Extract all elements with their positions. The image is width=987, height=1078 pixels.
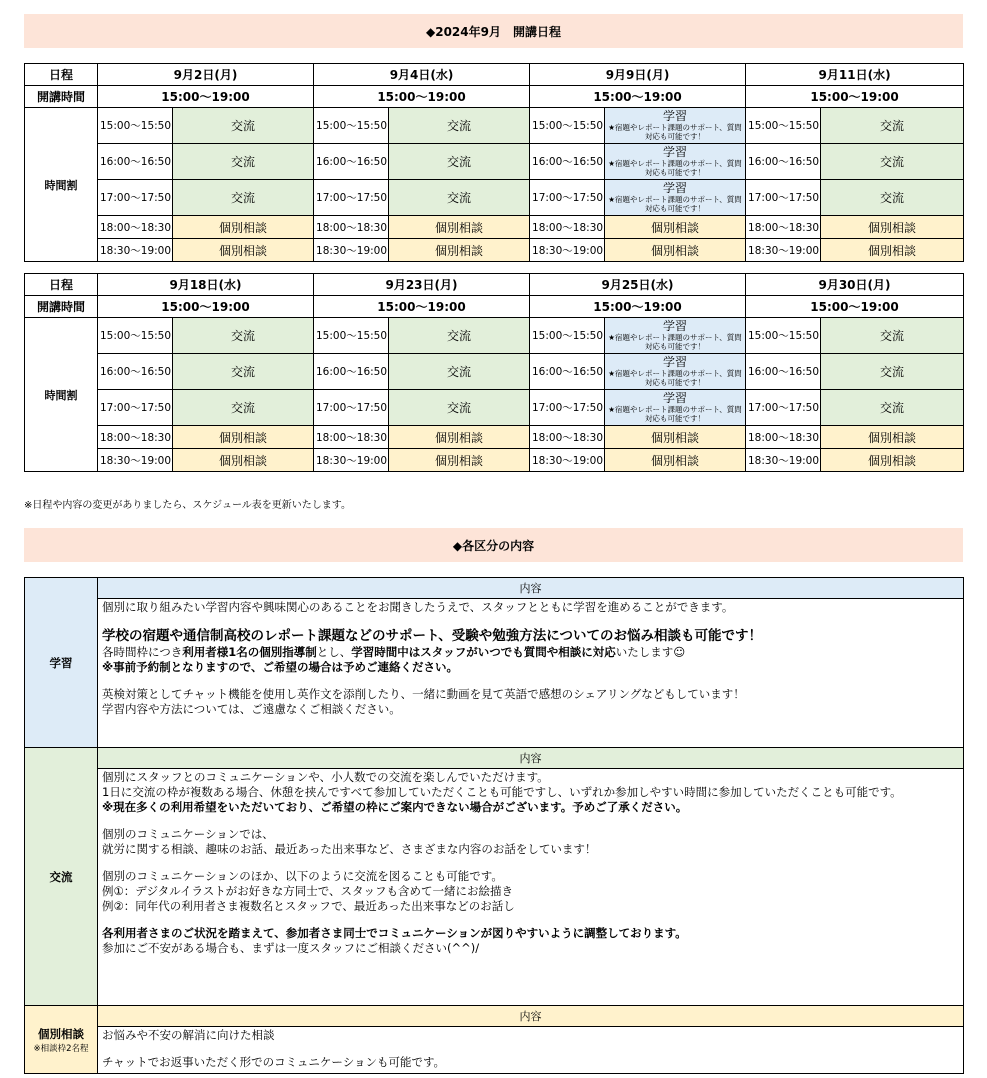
gakushu-description (98, 599, 964, 748)
soudan-cell: 個別相談 (605, 239, 746, 262)
gakushu-note: ★宿題やレポート課題のサポート、質問対応も可能です！ (608, 332, 742, 351)
slot-row (25, 354, 964, 390)
desc-text: 各時間枠につき (102, 645, 183, 659)
desc-line: 個別にスタッフとのコミュニケーションや、小人数での交流を楽しんでいただけます。 (102, 770, 549, 784)
desc-line: 1日に交流の枠が複数ある場合、休憩を挟んですべて参加していただくことも可能ですし、いずれか参加しやすい時間に参加していただくことも可能です。 (102, 785, 902, 799)
slot-row (25, 216, 964, 239)
date-row (25, 274, 964, 296)
day-hours: 15:00～19:00 (746, 86, 964, 108)
gakushu-title: 学習 (662, 391, 687, 406)
slot-time: 18:30～19:00 (530, 449, 605, 472)
date-label: 日程 (25, 64, 98, 86)
gakushu-note: ★宿題やレポート課題のサポート、質問対応も可能です！ (608, 158, 742, 177)
categories-banner: ◆各区分の内容 (24, 528, 963, 562)
gakushu-title: 学習 (663, 181, 688, 196)
slot-time: 15:00～15:50 (98, 108, 173, 144)
desc-line (102, 645, 959, 660)
soudan-body-row (25, 1027, 964, 1074)
slot-time: 17:00～17:50 (314, 390, 389, 426)
desc-line: お悩みや不安の解消に向けた相談 (102, 1028, 275, 1042)
slot-time: 18:30～19:00 (530, 239, 605, 262)
day-hours: 15:00～19:00 (314, 86, 530, 108)
timetable-label: 時間割 (25, 318, 98, 472)
schedule-table-week1 (24, 63, 964, 262)
soudan-cell: 個別相談 (821, 216, 964, 239)
gakushu-title: 学習 (662, 355, 687, 370)
hours-label: 開講時間 (25, 296, 98, 318)
koryu-cell: 交流 (389, 390, 530, 426)
slot-time: 18:00～18:30 (530, 216, 605, 239)
gakushu-note: ★宿題やレポート課題のサポート、質問対応も可能です！ (608, 194, 742, 213)
soudan-head-row (25, 1006, 964, 1027)
gakushu-body-row (25, 599, 964, 748)
slot-time: 18:30～19:00 (314, 239, 389, 262)
day-hours: 15:00～19:00 (98, 86, 314, 108)
date-label: 日程 (25, 274, 98, 296)
desc-text: いたします☺ (615, 645, 686, 659)
soudan-label-text: 個別相談 (38, 1026, 84, 1041)
koryu-body-row (25, 769, 964, 1006)
koryu-head-row (25, 748, 964, 769)
slot-time: 16:00～16:50 (746, 354, 821, 390)
hours-label: 開講時間 (25, 86, 98, 108)
day-date: 9月23日(月) (314, 274, 530, 296)
desc-line: 就労に関する相談、趣味のお話、最近あった出来事など、さまざまな内容のお話をしています！ (102, 842, 597, 856)
slot-time: 18:30～19:00 (98, 239, 173, 262)
desc-line: 例①：デジタルイラストがお好きな方同士で、スタッフも含めて一緒にお絵描き (102, 884, 513, 898)
slot-time: 16:00～16:50 (314, 144, 389, 180)
category-description-table (24, 577, 964, 1074)
day-hours: 15:00～19:00 (746, 296, 964, 318)
content-header: 内容 (98, 1006, 964, 1027)
soudan-cell: 個別相談 (389, 239, 530, 262)
content-header: 内容 (98, 748, 964, 769)
slot-row (25, 426, 964, 449)
soudan-cell: 個別相談 (173, 449, 314, 472)
gakushu-note: ★宿題やレポート課題のサポート、質問対応も可能です！ (608, 368, 742, 387)
day-date: 9月2日(月) (98, 64, 314, 86)
koryu-cell: 交流 (389, 318, 530, 354)
slot-time: 16:00～16:50 (746, 144, 821, 180)
desc-line: 学習内容や方法については、ご遠慮なくご相談ください。 (102, 702, 401, 716)
gakushu-cell (605, 318, 746, 354)
day-date: 9月18日(水) (98, 274, 314, 296)
slot-time: 17:00～17:50 (530, 180, 605, 216)
gakushu-cell (605, 108, 746, 144)
koryu-cell: 交流 (821, 144, 964, 180)
gakushu-note: ★宿題やレポート課題のサポート、質問対応も可能です！ (608, 404, 742, 423)
soudan-cell: 個別相談 (821, 239, 964, 262)
day-date: 9月30日(月) (746, 274, 964, 296)
gakushu-cell (605, 390, 746, 426)
slot-time: 18:00～18:30 (98, 426, 173, 449)
soudan-cell: 個別相談 (173, 239, 314, 262)
slot-time: 18:00～18:30 (98, 216, 173, 239)
content-header: 内容 (98, 578, 964, 599)
day-hours: 15:00～19:00 (98, 296, 314, 318)
soudan-cell: 個別相談 (605, 449, 746, 472)
desc-line-bold: ※現在多くの利用希望をいただいており、ご希望の枠にご案内できない場合がございます。予めご了承ください。 (102, 800, 688, 814)
slot-time: 16:00～16:50 (530, 354, 605, 390)
slot-time: 17:00～17:50 (746, 390, 821, 426)
slot-time: 15:00～15:50 (746, 318, 821, 354)
schedule-update-note: ※日程や内容の変更がありましたら、スケジュール表を更新いたします。 (24, 500, 351, 511)
soudan-category-label (25, 1006, 98, 1074)
day-hours: 15:00～19:00 (530, 86, 746, 108)
slot-time: 18:30～19:00 (314, 449, 389, 472)
slot-time: 18:00～18:30 (314, 426, 389, 449)
koryu-cell: 交流 (173, 390, 314, 426)
day-hours: 15:00～19:00 (314, 296, 530, 318)
koryu-cell: 交流 (173, 318, 314, 354)
koryu-description (98, 769, 964, 1006)
day-date: 9月4日(水) (314, 64, 530, 86)
desc-line-bold: ※事前予約制となりますので、ご希望の場合は予めご連絡ください。 (102, 660, 458, 674)
koryu-cell: 交流 (821, 354, 964, 390)
koryu-cell: 交流 (173, 144, 314, 180)
koryu-cell: 交流 (821, 318, 964, 354)
desc-line: 個別に取り組みたい学習内容や興味関心のあることをお聞きしたうえで、スタッフとともに学習を進めることができます。 (102, 600, 734, 614)
slot-time: 16:00～16:50 (98, 354, 173, 390)
desc-text-bold: 利用者様1名の個別指導制 (182, 645, 317, 659)
slot-time: 16:00～16:50 (314, 354, 389, 390)
slot-time: 18:30～19:00 (746, 449, 821, 472)
koryu-cell: 交流 (821, 108, 964, 144)
date-row (25, 64, 964, 86)
slot-time: 15:00～15:50 (314, 108, 389, 144)
gakushu-note: ★宿題やレポート課題のサポート、質問対応も可能です！ (608, 122, 742, 141)
day-date: 9月25日(水) (530, 274, 746, 296)
slot-row (25, 449, 964, 472)
soudan-cell: 個別相談 (821, 426, 964, 449)
slot-time: 16:00～16:50 (98, 144, 173, 180)
slot-row (25, 390, 964, 426)
day-date: 9月11日(水) (746, 64, 964, 86)
desc-text-bold: 学習時間中はスタッフがいつでも質問や相談に対応 (351, 645, 616, 659)
slot-time: 18:00～18:30 (746, 216, 821, 239)
slot-row (25, 144, 964, 180)
soudan-cell: 個別相談 (173, 426, 314, 449)
gakushu-head-row (25, 578, 964, 599)
day-date: 9月9日(月) (530, 64, 746, 86)
soudan-cell: 個別相談 (821, 449, 964, 472)
koryu-category-label: 交流 (25, 748, 98, 1006)
slot-time: 17:00～17:50 (98, 390, 173, 426)
slot-time: 18:30～19:00 (98, 449, 173, 472)
desc-line: チャットでお返事いただく形でのコミュニケーションも可能です。 (102, 1055, 446, 1069)
koryu-cell: 交流 (389, 180, 530, 216)
slot-time: 15:00～15:50 (530, 108, 605, 144)
koryu-cell: 交流 (389, 144, 530, 180)
koryu-cell: 交流 (389, 108, 530, 144)
slot-time: 18:00～18:30 (746, 426, 821, 449)
koryu-cell: 交流 (173, 354, 314, 390)
slot-time: 15:00～15:50 (530, 318, 605, 354)
koryu-cell: 交流 (389, 354, 530, 390)
slot-time: 15:00～15:50 (746, 108, 821, 144)
slot-time: 17:00～17:50 (746, 180, 821, 216)
gakushu-cell (605, 354, 746, 390)
slot-time: 18:30～19:00 (746, 239, 821, 262)
slot-time: 17:00～17:50 (314, 180, 389, 216)
koryu-cell: 交流 (821, 390, 964, 426)
gakushu-cell (605, 144, 746, 180)
slot-time: 17:00～17:50 (98, 180, 173, 216)
desc-line: 個別のコミュニケーションのほか、以下のように交流を図ることも可能です。 (102, 869, 503, 883)
soudan-cell: 個別相談 (389, 449, 530, 472)
slot-row (25, 239, 964, 262)
slot-time: 17:00～17:50 (530, 390, 605, 426)
desc-line: 個別のコミュニケーションでは、 (102, 827, 274, 841)
koryu-cell: 交流 (173, 180, 314, 216)
gakushu-cell (605, 180, 746, 216)
desc-line: 例②：同年代の利用者さま複数名とスタッフで、最近あった出来事などのお話し (102, 899, 515, 913)
slot-row (25, 180, 964, 216)
desc-line: 参加にご不安がある場合も、まずは一度スタッフにご相談ください(^^)/ (102, 941, 480, 955)
desc-line-bold: 学校の宿題や通信制高校のレポート課題などのサポート、受験や勉強方法についてのお悩み相談も可能です！ (102, 628, 763, 644)
soudan-cell: 個別相談 (605, 426, 746, 449)
desc-line-bold: 各利用者さまのご状況を踏まえて、参加者さま同士でコミュニケーションが図りやすいように調整しております。 (102, 926, 687, 940)
gakushu-title: 学習 (662, 319, 687, 334)
slot-row (25, 108, 964, 144)
schedule-banner: ◆2024年9月 開講日程 (24, 14, 963, 48)
gakushu-title: 学習 (663, 145, 688, 160)
hours-row (25, 296, 964, 318)
soudan-description (98, 1027, 964, 1074)
desc-text: とし、 (316, 645, 352, 659)
slot-row (25, 318, 964, 354)
soudan-cell: 個別相談 (389, 216, 530, 239)
slot-time: 15:00～15:50 (98, 318, 173, 354)
soudan-capacity-note: ※相談枠2名程 (33, 1043, 89, 1054)
soudan-cell: 個別相談 (173, 216, 314, 239)
slot-time: 18:00～18:30 (314, 216, 389, 239)
gakushu-category-label: 学習 (25, 578, 98, 748)
soudan-cell: 個別相談 (389, 426, 530, 449)
desc-line: 英検対策としてチャット機能を使用し英作文を添削したり、一緒に動画を見て英語で感想のシェアリングなどもしています！ (102, 687, 745, 701)
koryu-cell: 交流 (821, 180, 964, 216)
koryu-cell: 交流 (173, 108, 314, 144)
hours-row (25, 86, 964, 108)
schedule-table-week2 (24, 273, 964, 472)
day-hours: 15:00～19:00 (530, 296, 746, 318)
slot-time: 16:00～16:50 (530, 144, 605, 180)
slot-time: 18:00～18:30 (530, 426, 605, 449)
slot-time: 15:00～15:50 (314, 318, 389, 354)
gakushu-title: 学習 (663, 109, 688, 124)
timetable-label: 時間割 (25, 108, 98, 262)
soudan-cell: 個別相談 (605, 216, 746, 239)
